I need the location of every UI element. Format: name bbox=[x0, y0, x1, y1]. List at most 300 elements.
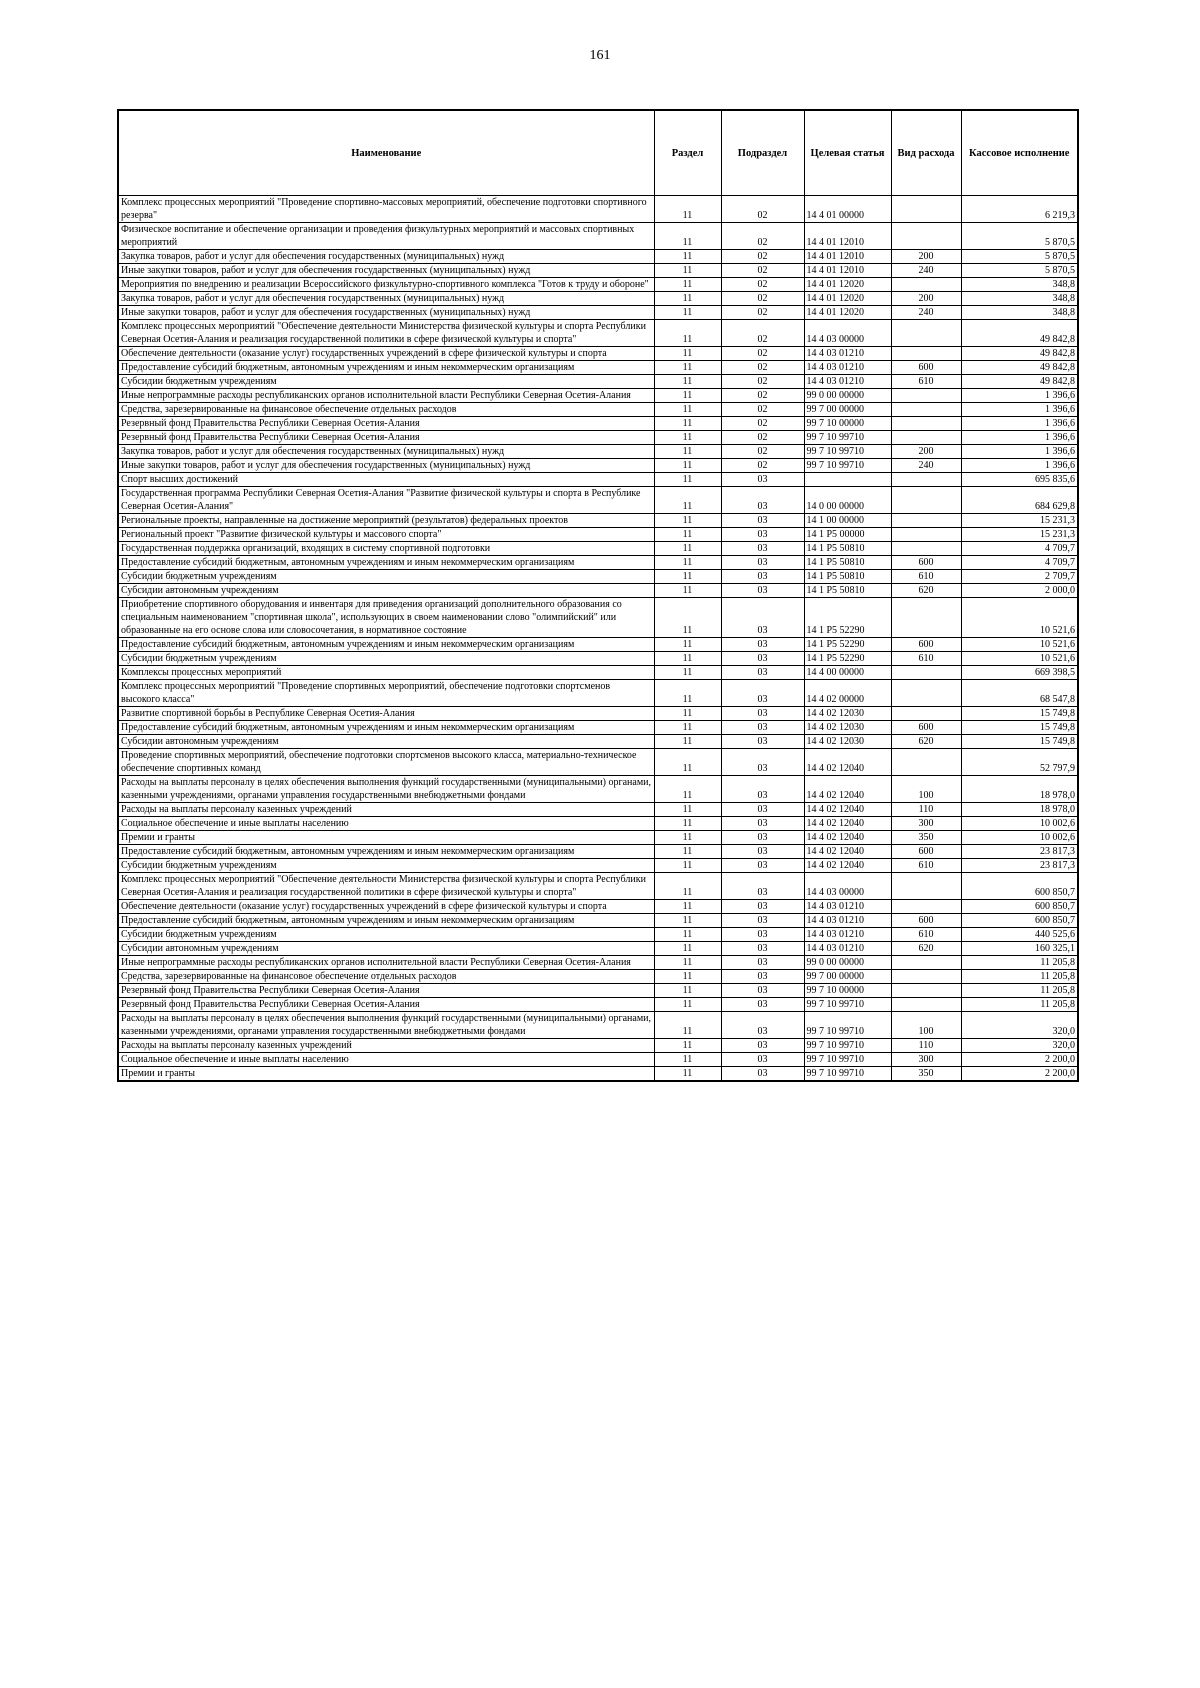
table-row bbox=[118, 278, 1078, 292]
cell-subsection: 03 bbox=[721, 900, 804, 914]
cell-type: 620 bbox=[891, 942, 961, 956]
cell-amount: 5 870,5 bbox=[961, 223, 1078, 250]
cell-target: 14 4 02 12030 bbox=[804, 735, 891, 749]
table-header-row bbox=[118, 110, 1078, 196]
cell-amount: 4 709,7 bbox=[961, 542, 1078, 556]
cell-section: 11 bbox=[654, 514, 721, 528]
table-row bbox=[118, 542, 1078, 556]
cell-amount: 10 002,6 bbox=[961, 817, 1078, 831]
cell-type bbox=[891, 431, 961, 445]
cell-subsection: 02 bbox=[721, 375, 804, 389]
cell-target: 14 1 P5 50810 bbox=[804, 556, 891, 570]
table-row bbox=[118, 638, 1078, 652]
table-row bbox=[118, 831, 1078, 845]
cell-subsection: 02 bbox=[721, 347, 804, 361]
table-row bbox=[118, 196, 1078, 223]
cell-type: 200 bbox=[891, 292, 961, 306]
cell-amount: 695 835,6 bbox=[961, 473, 1078, 487]
table-row bbox=[118, 735, 1078, 749]
cell-amount: 348,8 bbox=[961, 292, 1078, 306]
cell-target: 14 4 03 01210 bbox=[804, 914, 891, 928]
cell-subsection: 03 bbox=[721, 914, 804, 928]
cell-target: 99 7 10 99710 bbox=[804, 431, 891, 445]
cell-amount: 2 200,0 bbox=[961, 1053, 1078, 1067]
cell-subsection: 03 bbox=[721, 735, 804, 749]
cell-subsection: 02 bbox=[721, 223, 804, 250]
cell-target: 14 4 03 01210 bbox=[804, 900, 891, 914]
cell-name: Государственная поддержка организаций, входящих в систему спортивной подготовки bbox=[118, 542, 654, 556]
header-name: Наименование bbox=[118, 110, 654, 196]
cell-name: Иные непрограммные расходы республиканских органов исполнительной власти Республики Северная Осетия-Алания bbox=[118, 956, 654, 970]
table-row bbox=[118, 776, 1078, 803]
cell-amount: 348,8 bbox=[961, 278, 1078, 292]
cell-subsection: 02 bbox=[721, 403, 804, 417]
cell-subsection: 03 bbox=[721, 707, 804, 721]
cell-section: 11 bbox=[654, 998, 721, 1012]
cell-subsection: 03 bbox=[721, 984, 804, 998]
cell-target: 14 1 P5 52290 bbox=[804, 598, 891, 638]
cell-name: Комплекс процессных мероприятий "Проведение спортивно-массовых мероприятий, обеспечение подготовки спортивного резерва" bbox=[118, 196, 654, 223]
cell-section: 11 bbox=[654, 223, 721, 250]
cell-type bbox=[891, 320, 961, 347]
cell-amount: 160 325,1 bbox=[961, 942, 1078, 956]
cell-section: 11 bbox=[654, 417, 721, 431]
cell-target: 14 4 02 12040 bbox=[804, 749, 891, 776]
cell-target: 99 7 10 99710 bbox=[804, 445, 891, 459]
cell-type bbox=[891, 514, 961, 528]
cell-target: 14 4 01 00000 bbox=[804, 196, 891, 223]
table-row bbox=[118, 375, 1078, 389]
cell-section: 11 bbox=[654, 292, 721, 306]
cell-type: 200 bbox=[891, 250, 961, 264]
cell-name: Социальное обеспечение и иные выплаты населению bbox=[118, 1053, 654, 1067]
cell-type: 600 bbox=[891, 361, 961, 375]
cell-subsection: 02 bbox=[721, 389, 804, 403]
cell-amount: 49 842,8 bbox=[961, 320, 1078, 347]
cell-name: Закупка товаров, работ и услуг для обеспечения государственных (муниципальных) нужд bbox=[118, 292, 654, 306]
cell-section: 11 bbox=[654, 666, 721, 680]
cell-subsection: 03 bbox=[721, 1012, 804, 1039]
cell-target: 14 4 03 01210 bbox=[804, 347, 891, 361]
cell-name: Резервный фонд Правительства Республики Северная Осетия-Алания bbox=[118, 984, 654, 998]
cell-subsection: 03 bbox=[721, 638, 804, 652]
cell-target: 99 7 10 99710 bbox=[804, 1012, 891, 1039]
cell-target: 14 1 P5 52290 bbox=[804, 652, 891, 666]
cell-type: 350 bbox=[891, 1067, 961, 1082]
cell-name: Комплекс процессных мероприятий "Обеспечение деятельности Министерства физической культуры и спорта Республики Северная Осетия-Алания и реализация государственной политики в сфере физической культуры и спорта" bbox=[118, 873, 654, 900]
cell-name: Субсидии бюджетным учреждениям bbox=[118, 652, 654, 666]
cell-name: Социальное обеспечение и иные выплаты населению bbox=[118, 817, 654, 831]
cell-type: 240 bbox=[891, 306, 961, 320]
cell-section: 11 bbox=[654, 776, 721, 803]
table-row bbox=[118, 514, 1078, 528]
cell-subsection: 03 bbox=[721, 584, 804, 598]
cell-amount: 23 817,3 bbox=[961, 845, 1078, 859]
cell-subsection: 03 bbox=[721, 680, 804, 707]
cell-amount: 1 396,6 bbox=[961, 445, 1078, 459]
cell-name: Комплекс процессных мероприятий "Проведение спортивных мероприятий, обеспечение подготовки спортсменов высокого класса" bbox=[118, 680, 654, 707]
cell-section: 11 bbox=[654, 250, 721, 264]
cell-name: Обеспечение деятельности (оказание услуг) государственных учреждений в сфере физической культуры и спорта bbox=[118, 900, 654, 914]
cell-section: 11 bbox=[654, 1067, 721, 1082]
header-target: Целевая статья bbox=[804, 110, 891, 196]
header-section: Раздел bbox=[654, 110, 721, 196]
cell-section: 11 bbox=[654, 196, 721, 223]
cell-type: 240 bbox=[891, 459, 961, 473]
cell-amount: 5 870,5 bbox=[961, 264, 1078, 278]
cell-target: 14 1 00 00000 bbox=[804, 514, 891, 528]
cell-target: 14 4 03 01210 bbox=[804, 942, 891, 956]
cell-name: Обеспечение деятельности (оказание услуг) государственных учреждений в сфере физической культуры и спорта bbox=[118, 347, 654, 361]
cell-type: 100 bbox=[891, 1012, 961, 1039]
cell-amount: 1 396,6 bbox=[961, 403, 1078, 417]
cell-target: 99 7 00 00000 bbox=[804, 970, 891, 984]
cell-amount: 440 525,6 bbox=[961, 928, 1078, 942]
cell-amount: 15 749,8 bbox=[961, 721, 1078, 735]
cell-target: 14 1 P5 50810 bbox=[804, 542, 891, 556]
cell-section: 11 bbox=[654, 473, 721, 487]
cell-type: 600 bbox=[891, 845, 961, 859]
table-row bbox=[118, 956, 1078, 970]
cell-name: Государственная программа Республики Северная Осетия-Алания "Развитие физической культуры и спорта в Республике Северная Осетия-Алания" bbox=[118, 487, 654, 514]
cell-type bbox=[891, 278, 961, 292]
table-row bbox=[118, 845, 1078, 859]
cell-subsection: 03 bbox=[721, 859, 804, 873]
cell-type: 620 bbox=[891, 735, 961, 749]
table-row bbox=[118, 223, 1078, 250]
cell-target: 14 4 01 12020 bbox=[804, 278, 891, 292]
cell-amount: 684 629,8 bbox=[961, 487, 1078, 514]
cell-name: Расходы на выплаты персоналу казенных учреждений bbox=[118, 803, 654, 817]
cell-section: 11 bbox=[654, 652, 721, 666]
table-row bbox=[118, 487, 1078, 514]
cell-amount: 11 205,8 bbox=[961, 970, 1078, 984]
cell-subsection: 03 bbox=[721, 556, 804, 570]
header-amount: Кассовое исполнение bbox=[961, 110, 1078, 196]
cell-amount: 10 521,6 bbox=[961, 598, 1078, 638]
cell-amount: 2 000,0 bbox=[961, 584, 1078, 598]
cell-type bbox=[891, 666, 961, 680]
cell-name: Субсидии бюджетным учреждениям bbox=[118, 928, 654, 942]
cell-name: Предоставление субсидий бюджетным, автономным учреждениям и иным некоммерческим организациям bbox=[118, 638, 654, 652]
cell-type bbox=[891, 417, 961, 431]
cell-section: 11 bbox=[654, 347, 721, 361]
cell-type bbox=[891, 528, 961, 542]
cell-name: Предоставление субсидий бюджетным, автономным учреждениям и иным некоммерческим организациям bbox=[118, 361, 654, 375]
cell-type: 100 bbox=[891, 776, 961, 803]
cell-subsection: 03 bbox=[721, 570, 804, 584]
cell-target: 99 7 10 00000 bbox=[804, 417, 891, 431]
cell-amount: 1 396,6 bbox=[961, 431, 1078, 445]
cell-name: Развитие спортивной борьбы в Республике Северная Осетия-Алания bbox=[118, 707, 654, 721]
cell-section: 11 bbox=[654, 570, 721, 584]
table-row bbox=[118, 1039, 1078, 1053]
cell-name: Комплексы процессных мероприятий bbox=[118, 666, 654, 680]
cell-section: 11 bbox=[654, 361, 721, 375]
cell-type bbox=[891, 984, 961, 998]
cell-type bbox=[891, 598, 961, 638]
cell-section: 11 bbox=[654, 900, 721, 914]
cell-amount: 4 709,7 bbox=[961, 556, 1078, 570]
cell-name: Предоставление субсидий бюджетным, автономным учреждениям и иным некоммерческим организациям bbox=[118, 845, 654, 859]
cell-amount: 15 231,3 bbox=[961, 514, 1078, 528]
table-row bbox=[118, 417, 1078, 431]
cell-amount: 15 231,3 bbox=[961, 528, 1078, 542]
table-row bbox=[118, 584, 1078, 598]
cell-name: Расходы на выплаты персоналу в целях обеспечения выполнения функций государственными (муниципальными) органами, казенными учреждениями, органами управления государственными внебюджетными фондами bbox=[118, 776, 654, 803]
cell-subsection: 03 bbox=[721, 542, 804, 556]
cell-target: 99 7 10 99710 bbox=[804, 459, 891, 473]
table-row bbox=[118, 680, 1078, 707]
cell-target: 14 4 01 12020 bbox=[804, 292, 891, 306]
table-row bbox=[118, 1067, 1078, 1082]
cell-target: 14 4 03 01210 bbox=[804, 361, 891, 375]
table-row bbox=[118, 873, 1078, 900]
cell-subsection: 03 bbox=[721, 652, 804, 666]
cell-type bbox=[891, 680, 961, 707]
cell-target: 14 4 03 01210 bbox=[804, 928, 891, 942]
cell-type: 610 bbox=[891, 375, 961, 389]
cell-name: Мероприятия по внедрению и реализации Всероссийского физкультурно-спортивного комплекса "Готов к труду и обороне" bbox=[118, 278, 654, 292]
cell-type bbox=[891, 347, 961, 361]
table-row bbox=[118, 1053, 1078, 1067]
cell-subsection: 03 bbox=[721, 487, 804, 514]
cell-section: 11 bbox=[654, 638, 721, 652]
cell-target: 14 4 01 12010 bbox=[804, 264, 891, 278]
cell-type bbox=[891, 998, 961, 1012]
cell-section: 11 bbox=[654, 928, 721, 942]
cell-target: 14 4 02 12040 bbox=[804, 817, 891, 831]
cell-amount: 6 219,3 bbox=[961, 196, 1078, 223]
cell-name: Закупка товаров, работ и услуг для обеспечения государственных (муниципальных) нужд bbox=[118, 250, 654, 264]
cell-section: 11 bbox=[654, 845, 721, 859]
cell-section: 11 bbox=[654, 403, 721, 417]
table-row bbox=[118, 598, 1078, 638]
cell-section: 11 bbox=[654, 735, 721, 749]
cell-target: 14 4 03 00000 bbox=[804, 320, 891, 347]
cell-name: Региональный проект "Развитие физической культуры и массового спорта" bbox=[118, 528, 654, 542]
cell-section: 11 bbox=[654, 556, 721, 570]
table-row bbox=[118, 556, 1078, 570]
table-row bbox=[118, 320, 1078, 347]
cell-name: Иные закупки товаров, работ и услуг для обеспечения государственных (муниципальных) нужд bbox=[118, 459, 654, 473]
cell-subsection: 03 bbox=[721, 942, 804, 956]
cell-amount: 49 842,8 bbox=[961, 375, 1078, 389]
table-body bbox=[118, 196, 1078, 1082]
table-row bbox=[118, 347, 1078, 361]
cell-type: 350 bbox=[891, 831, 961, 845]
cell-subsection: 03 bbox=[721, 998, 804, 1012]
cell-target: 99 0 00 00000 bbox=[804, 956, 891, 970]
cell-section: 11 bbox=[654, 680, 721, 707]
cell-amount: 600 850,7 bbox=[961, 900, 1078, 914]
budget-table bbox=[117, 109, 1079, 1082]
header-subsection: Подраздел bbox=[721, 110, 804, 196]
cell-amount: 600 850,7 bbox=[961, 914, 1078, 928]
cell-section: 11 bbox=[654, 389, 721, 403]
cell-amount: 10 521,6 bbox=[961, 638, 1078, 652]
cell-target: 14 4 03 01210 bbox=[804, 375, 891, 389]
cell-name: Премии и гранты bbox=[118, 1067, 654, 1082]
table-row bbox=[118, 473, 1078, 487]
cell-type: 300 bbox=[891, 1053, 961, 1067]
table-row bbox=[118, 389, 1078, 403]
table-row bbox=[118, 652, 1078, 666]
cell-name: Субсидии автономным учреждениям bbox=[118, 735, 654, 749]
cell-subsection: 02 bbox=[721, 250, 804, 264]
cell-subsection: 03 bbox=[721, 473, 804, 487]
cell-type: 600 bbox=[891, 638, 961, 652]
cell-target: 14 4 03 00000 bbox=[804, 873, 891, 900]
table-row bbox=[118, 403, 1078, 417]
cell-type bbox=[891, 542, 961, 556]
cell-section: 11 bbox=[654, 528, 721, 542]
cell-subsection: 02 bbox=[721, 264, 804, 278]
cell-subsection: 03 bbox=[721, 1067, 804, 1082]
table-row bbox=[118, 942, 1078, 956]
cell-section: 11 bbox=[654, 803, 721, 817]
cell-type: 600 bbox=[891, 556, 961, 570]
cell-subsection: 02 bbox=[721, 306, 804, 320]
cell-type bbox=[891, 707, 961, 721]
cell-subsection: 03 bbox=[721, 928, 804, 942]
table-row bbox=[118, 666, 1078, 680]
cell-subsection: 03 bbox=[721, 721, 804, 735]
cell-amount: 669 398,5 bbox=[961, 666, 1078, 680]
cell-type bbox=[891, 873, 961, 900]
cell-name: Резервный фонд Правительства Республики Северная Осетия-Алания bbox=[118, 998, 654, 1012]
table-row bbox=[118, 1012, 1078, 1039]
cell-amount: 23 817,3 bbox=[961, 859, 1078, 873]
cell-type: 240 bbox=[891, 264, 961, 278]
cell-name: Субсидии автономным учреждениям bbox=[118, 584, 654, 598]
cell-type: 610 bbox=[891, 928, 961, 942]
page-number: 161 bbox=[589, 48, 611, 63]
table-row bbox=[118, 431, 1078, 445]
table-row bbox=[118, 998, 1078, 1012]
cell-amount: 2 709,7 bbox=[961, 570, 1078, 584]
cell-subsection: 03 bbox=[721, 873, 804, 900]
cell-section: 11 bbox=[654, 942, 721, 956]
cell-type: 620 bbox=[891, 584, 961, 598]
cell-target: 14 4 02 00000 bbox=[804, 680, 891, 707]
cell-section: 11 bbox=[654, 914, 721, 928]
cell-amount: 1 396,6 bbox=[961, 417, 1078, 431]
cell-type bbox=[891, 389, 961, 403]
cell-subsection: 03 bbox=[721, 598, 804, 638]
cell-type: 600 bbox=[891, 721, 961, 735]
cell-target: 14 4 00 00000 bbox=[804, 666, 891, 680]
cell-subsection: 03 bbox=[721, 845, 804, 859]
cell-name: Премии и гранты bbox=[118, 831, 654, 845]
cell-subsection: 02 bbox=[721, 196, 804, 223]
cell-amount: 2 200,0 bbox=[961, 1067, 1078, 1082]
table-row bbox=[118, 292, 1078, 306]
cell-subsection: 02 bbox=[721, 361, 804, 375]
cell-section: 11 bbox=[654, 445, 721, 459]
cell-amount: 320,0 bbox=[961, 1039, 1078, 1053]
cell-type bbox=[891, 403, 961, 417]
cell-name: Приобретение спортивного оборудования и инвентаря для приведения организаций дополнительного образования со специальным наименованием "спортивная школа", использующих в своем наименовании слово "олимпийский" или образованные на его основе слова или словосочетания, в нормативное состояние bbox=[118, 598, 654, 638]
cell-amount: 49 842,8 bbox=[961, 347, 1078, 361]
cell-section: 11 bbox=[654, 487, 721, 514]
cell-target: 99 7 10 99710 bbox=[804, 1053, 891, 1067]
table-row bbox=[118, 250, 1078, 264]
cell-amount: 5 870,5 bbox=[961, 250, 1078, 264]
cell-target bbox=[804, 473, 891, 487]
cell-name: Предоставление субсидий бюджетным, автономным учреждениям и иным некоммерческим организациям bbox=[118, 556, 654, 570]
cell-type bbox=[891, 956, 961, 970]
table-row bbox=[118, 749, 1078, 776]
cell-target: 14 1 P5 52290 bbox=[804, 638, 891, 652]
cell-type: 110 bbox=[891, 803, 961, 817]
cell-amount: 18 978,0 bbox=[961, 803, 1078, 817]
cell-type: 610 bbox=[891, 652, 961, 666]
table-row bbox=[118, 306, 1078, 320]
cell-section: 11 bbox=[654, 956, 721, 970]
cell-target: 14 4 02 12030 bbox=[804, 707, 891, 721]
cell-subsection: 03 bbox=[721, 528, 804, 542]
cell-amount: 10 521,6 bbox=[961, 652, 1078, 666]
cell-type bbox=[891, 970, 961, 984]
cell-name: Средства, зарезервированные на финансовое обеспечение отдельных расходов bbox=[118, 403, 654, 417]
table-row bbox=[118, 803, 1078, 817]
cell-name: Резервный фонд Правительства Республики Северная Осетия-Алания bbox=[118, 431, 654, 445]
cell-name: Предоставление субсидий бюджетным, автономным учреждениям и иным некоммерческим организациям bbox=[118, 721, 654, 735]
cell-name: Резервный фонд Правительства Республики Северная Осетия-Алания bbox=[118, 417, 654, 431]
cell-type bbox=[891, 900, 961, 914]
cell-subsection: 03 bbox=[721, 514, 804, 528]
cell-name: Иные закупки товаров, работ и услуг для обеспечения государственных (муниципальных) нужд bbox=[118, 264, 654, 278]
cell-subsection: 03 bbox=[721, 817, 804, 831]
table-row bbox=[118, 721, 1078, 735]
cell-subsection: 03 bbox=[721, 666, 804, 680]
cell-amount: 10 002,6 bbox=[961, 831, 1078, 845]
cell-amount: 49 842,8 bbox=[961, 361, 1078, 375]
cell-section: 11 bbox=[654, 264, 721, 278]
cell-section: 11 bbox=[654, 584, 721, 598]
cell-amount: 11 205,8 bbox=[961, 998, 1078, 1012]
cell-type bbox=[891, 223, 961, 250]
cell-section: 11 bbox=[654, 306, 721, 320]
cell-name: Физическое воспитание и обеспечение организации и проведения физкультурных мероприятий и массовых спортивных мероприятий bbox=[118, 223, 654, 250]
cell-type: 300 bbox=[891, 817, 961, 831]
cell-target: 99 0 00 00000 bbox=[804, 389, 891, 403]
cell-name: Расходы на выплаты персоналу казенных учреждений bbox=[118, 1039, 654, 1053]
cell-amount: 11 205,8 bbox=[961, 956, 1078, 970]
cell-target: 14 4 02 12040 bbox=[804, 803, 891, 817]
cell-target: 99 7 10 99710 bbox=[804, 1067, 891, 1082]
cell-name: Комплекс процессных мероприятий "Обеспечение деятельности Министерства физической культуры и спорта Республики Северная Осетия-Алания и реализация государственной политики в сфере физической культуры и спорта" bbox=[118, 320, 654, 347]
cell-amount: 15 749,8 bbox=[961, 735, 1078, 749]
cell-target: 14 4 02 12040 bbox=[804, 776, 891, 803]
cell-section: 11 bbox=[654, 598, 721, 638]
cell-type: 600 bbox=[891, 914, 961, 928]
cell-amount: 52 797,9 bbox=[961, 749, 1078, 776]
cell-amount: 1 396,6 bbox=[961, 389, 1078, 403]
cell-subsection: 03 bbox=[721, 1039, 804, 1053]
cell-type: 610 bbox=[891, 859, 961, 873]
cell-subsection: 02 bbox=[721, 431, 804, 445]
cell-section: 11 bbox=[654, 320, 721, 347]
table-row bbox=[118, 859, 1078, 873]
cell-section: 11 bbox=[654, 817, 721, 831]
table-row bbox=[118, 914, 1078, 928]
cell-target: 14 4 01 12010 bbox=[804, 250, 891, 264]
cell-name: Расходы на выплаты персоналу в целях обеспечения выполнения функций государственными (муниципальными) органами, казенными учреждениями, органами управления государственными внебюджетными фондами bbox=[118, 1012, 654, 1039]
cell-subsection: 02 bbox=[721, 292, 804, 306]
table-row bbox=[118, 817, 1078, 831]
